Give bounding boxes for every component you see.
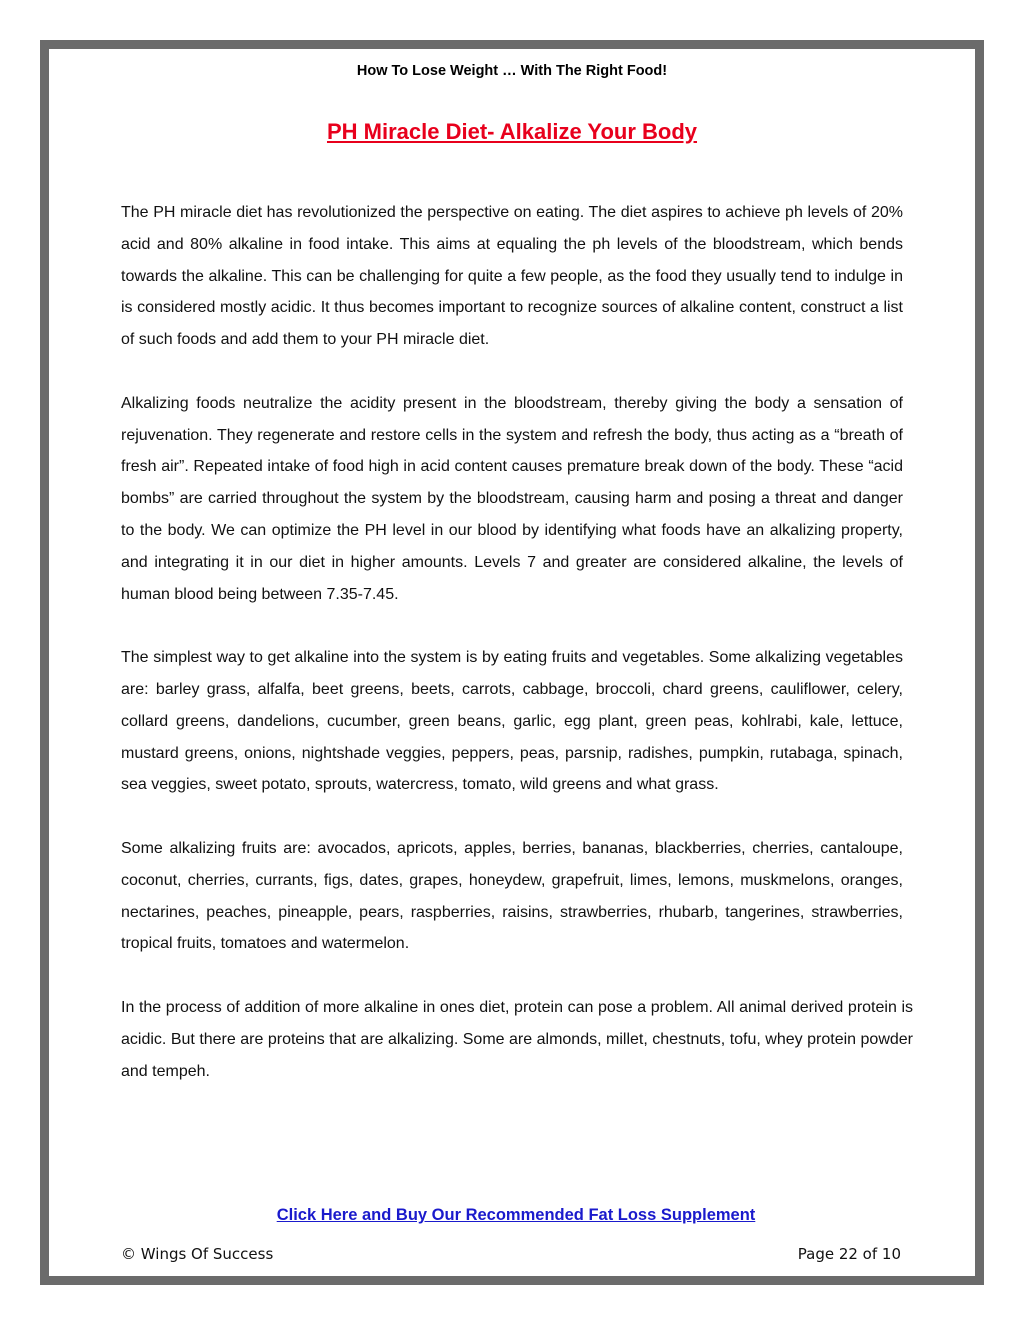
paragraph-alkalizing-foods: Alkalizing foods neutralize the acidity present in the bloodstream, thereby giving the body a sensation of rejuvenation. They regenerate and restore cells in the system and refresh the body, thus acting as a “breath of fresh air”. Repeated intake of food high in acid content causes premature break down of the body. These “acid bombs” are carried throughout the system by the bloodstream, causing harm and posing a threat and danger to the body. We can optimize the PH level in our blood by identifying what foods have an alkalizing property, and integrating it in our diet in higher amounts. Levels 7 and greater are considered alkaline, the levels of human blood being between 7.35-7.45. — [121, 394, 903, 603]
article-body — [121, 197, 913, 1119]
document-page — [49, 49, 975, 1276]
page-title: PH Miracle Diet- Alkalize Your Body — [326, 119, 698, 144]
running-header: How To Lose Weight … With The Right Food! — [356, 63, 668, 79]
paragraph-fruits: Some alkalizing fruits are: avocados, apricots, apples, berries, bananas, blackberries, cherries, cantaloupe, coconut, cherries, currants, figs, dates, grapes, honeydew, grapefruit, limes, lemons, muskmelons, oranges, nectarines, peaches, pineapple, pears, raspberries, raisins, strawberries, rhubarb, tangerines, strawberries, tropical fruits, tomatoes and watermelon. — [121, 839, 903, 953]
paragraph-intro: The PH miracle diet has revolutionized the perspective on eating. The diet aspires to achieve ph levels of 20% acid and 80% alkaline in food intake. This aims at equaling the ph levels of the bloodstream, which bends towards the alkaline. This can be challenging for quite a few people, as the food they usually tend to indulge in is considered mostly acidic. It thus becomes important to recognize sources of alkaline content, construct a list of such foods and add them to your PH miracle diet. — [121, 204, 903, 349]
buy-supplement-link[interactable]: Click Here and Buy Our Recommended Fat Loss Supplement — [276, 1206, 756, 1224]
footer-page-number: Page 22 of 10 — [797, 1245, 901, 1263]
paragraph-vegetables: The simplest way to get alkaline into the system is by eating fruits and vegetables. Some alkalizing vegetables are: barley grass, alfalfa, beet greens, beets, carrots, cabbage, broccoli, chard greens, cauliflower, celery, collard greens, dandelions, cucumber, green beans, garlic, egg plant, green peas, kohlrabi, kale, lettuce, mustard greens, onions, nightshade veggies, peppers, peas, parsnip, radishes, pumpkin, rutabaga, spinach, sea veggies, sweet potato, sprouts, watercress, tomato, wild greens and what grass. — [121, 649, 903, 794]
footer-copyright: © Wings Of Success — [121, 1245, 274, 1263]
paragraph-protein: In the process of addition of more alkaline in ones diet, protein can pose a problem. All animal derived protein is acidic. But there are proteins that are alkalizing. Some are almonds, millet, chestnuts, tofu, whey protein powder and tempeh. — [121, 998, 913, 1080]
